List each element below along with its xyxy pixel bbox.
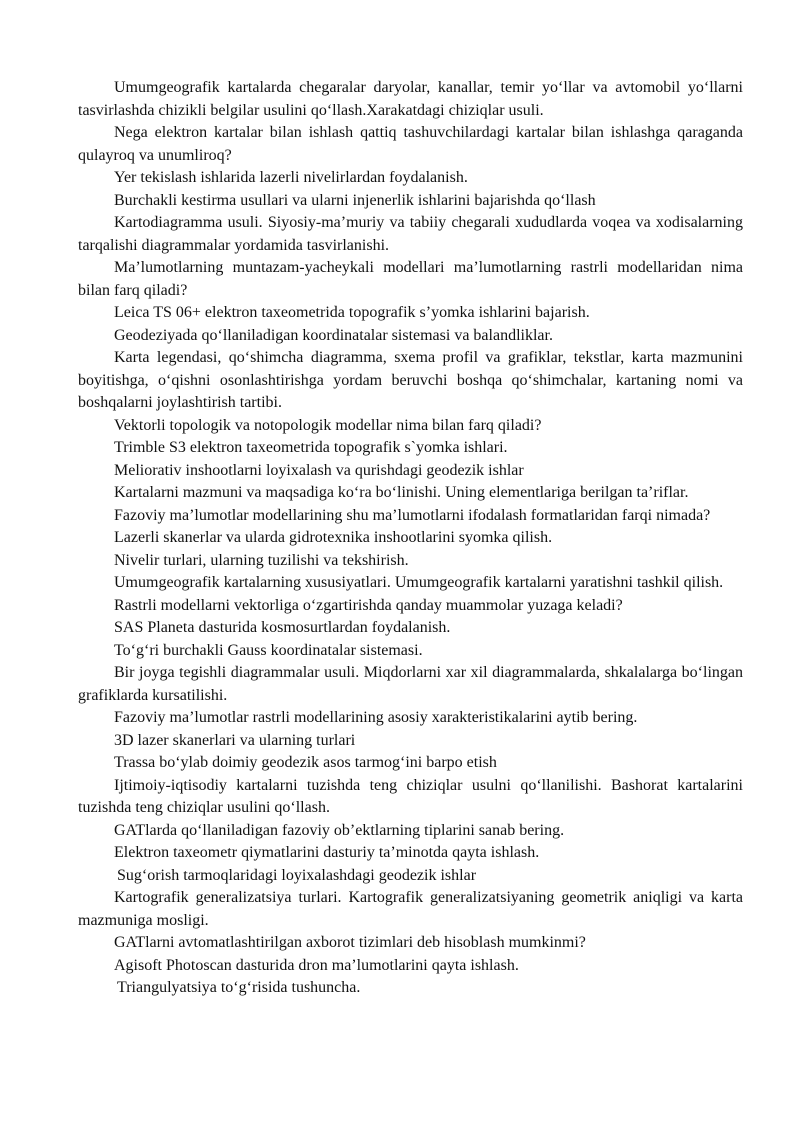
paragraph: Agisoft Photoscan dasturida dron ma’lumotlarini qayta ishlash. — [114, 956, 519, 974]
paragraph: Leica TS 06+ elektron taxeometrida topografik s’yomka ishlarini bajarish. — [114, 304, 590, 321]
paragraph: Umumgeografik kartalarda chegaralar daryolar, kanallar, temir yo‘llar va avtomobil yo‘llarni tasvirlashda chizikli belgilar usulini qo‘llash.Xarakatdagi chiziqlar usuli. — [78, 79, 743, 119]
paragraph: Burchakli kestirma usullari va ularni injenerlik ishlarini bajarishda qo‘llash — [114, 191, 596, 209]
paragraph: To‘g‘ri burchakli Gauss koordinatalar sistemasi. — [114, 641, 423, 659]
paragraph: 3D lazer skanerlari va ularning turlari — [114, 731, 356, 749]
paragraph: Sug‘orish tarmoqlaridagi loyixalashdagi geodezik ishlar — [117, 866, 477, 884]
paragraph: SAS Planeta dasturida kosmosurtlardan foydalanish. — [114, 619, 451, 636]
paragraph: Karta legendasi, qo‘shimcha diagramma, sxema profil va grafiklar, tekstlar, karta mazmunini boyitishga, o‘qishni osonlashtirishga yordam beruvchi boshqa qo‘shimchalar, kartaning nomi va boshqalarni joylashtirish tartibi. — [78, 349, 743, 411]
paragraph: Lazerli skanerlar va ularda gidrotexnika inshootlarini syomka qilish. — [114, 529, 553, 546]
paragraph: Elektron taxeometr qiymatlarini dasturiy ta’minotda qayta ishlash. — [114, 844, 540, 861]
paragraph: Fazoviy ma’lumotlar modellarining shu ma’lumotlarni ifodalash formatlaridan farqi nimada? — [114, 506, 711, 524]
paragraph: Triangulyatsiya to‘g‘risida tushuncha. — [117, 979, 361, 996]
paragraph: Nivelir turlari, ularning tuzilishi va tekshirish. — [114, 551, 409, 569]
paragraph: Fazoviy ma’lumotlar rastrli modellarining asosiy xarakteristikalarini aytib bering. — [114, 709, 638, 726]
paragraph: GATlarda qo‘llaniladigan fazoviy ob’ektlarning tiplarini sanab bering. — [114, 821, 565, 839]
paragraph: Trassa bo‘ylab doimiy geodezik asos tarmog‘ini barpo etish — [114, 754, 497, 771]
paragraph: GATlarni avtomatlashtirilgan axborot tizimlari deb hisoblash mumkinmi? — [114, 934, 586, 951]
paragraph: Rastrli modellarni vektorliga o‘zgartirishda qanday muammolar yuzaga keladi? — [114, 596, 623, 614]
document-page — [78, 77, 743, 1000]
paragraph: Kartalarni mazmuni va maqsadiga ko‘ra bo‘linishi. Uning elementlariga berilgan ta’riflar. — [114, 484, 689, 501]
paragraph: Meliorativ inshootlarni loyixalash va qurishdagi geodezik ishlar — [114, 461, 524, 479]
paragraph: Ma’lumotlarning muntazam-yacheykali modellari ma’lumotlarning rastrli modellaridan nima bilan farq qiladi? — [78, 259, 743, 299]
paragraph: Ijtimoiy-iqtisodiy kartalarni tuzishda teng chiziqlar usulni qo‘llanilishi. Bashorat kartalarini tuzishda teng chiziqlar usulini qo‘llash. — [78, 776, 743, 816]
paragraph: Geodeziyada qo‘llaniladigan koordinatalar sistemasi va balandliklar. — [114, 326, 553, 344]
paragraph: Vektorli topologik va notopologik modellar nima bilan farq qiladi? — [114, 416, 542, 434]
paragraph: Bir joyga tegishli diagrammalar usuli. Miqdorlarni xar xil diagrammalarda, shkalalarga bo‘lingan grafiklarda kursatilishi. — [78, 664, 743, 704]
paragraph: Trimble S3 elektron taxeometrida topografik s`yomka ishlari. — [114, 439, 508, 456]
paragraph: Nega elektron kartalar bilan ishlash qattiq tashuvchilardagi kartalar bilan ishlashga qaraganda qulayroq va unumliroq? — [78, 124, 743, 164]
paragraph: Yer tekislash ishlarida lazerli nivelirlardan foydalanish. — [114, 169, 468, 186]
paragraph: Kartografik generalizatsiya turlari. Kartografik generalizatsiyaning geometrik aniqligi va karta mazmuniga mosligi. — [78, 889, 743, 929]
paragraph: Umumgeografik kartalarning xususiyatlari. Umumgeografik kartalarni yaratishni tashkil qilish. — [114, 574, 724, 591]
paragraph: Kartodiagramma usuli. Siyosiy-ma’muriy va tabiiy chegarali xududlarda voqea va xodisalarning tarqalishi diagrammalar yordamida tasvirlanishi. — [78, 214, 743, 254]
